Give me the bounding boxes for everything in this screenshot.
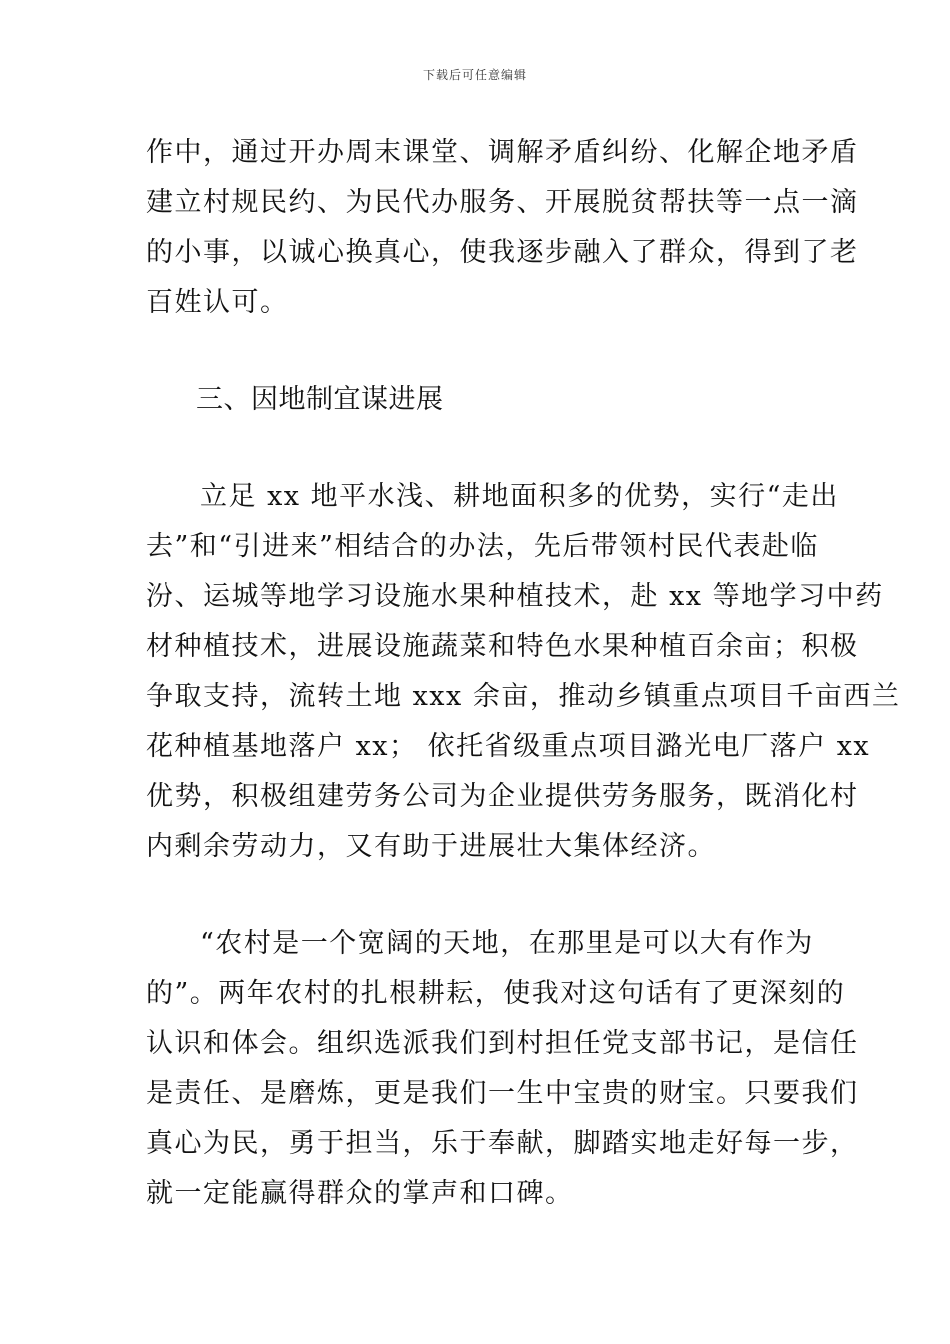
text-line: 立足 xx 地平水浅、耕地面积多的优势，实行“走出	[200, 481, 839, 512]
text-line: 认识和体会。组织选派我们到村担任党支部书记，是信任	[146, 1028, 859, 1059]
text-line: 去”和“引进来”相结合的办法，先后带领村民代表赴临	[146, 531, 819, 562]
text-line: 花种植基地落户 xx； 依托省级重点项目潞光电厂落户 xx	[146, 731, 871, 762]
document-body	[146, 128, 901, 1219]
text-line: 优势，积极组建劳务公司为企业提供劳务服务，既消化村	[146, 781, 859, 812]
paragraph-2	[146, 472, 901, 872]
text-line: 就一定能赢得群众的掌声和口碑。	[146, 1178, 574, 1209]
text-line: 汾、运城等地学习设施水果种植技术，赴 xx 等地学习中药	[146, 581, 884, 612]
text-line: 建立村规民约、为民代办服务、开展脱贫帮扶等一点一滴	[146, 187, 859, 218]
text-line: 争取支持，流转土地 xxx 余亩，推动乡镇重点项目千亩西兰	[146, 681, 901, 712]
text-line: 是责任、是磨炼，更是我们一生中宝贵的财宝。只要我们	[146, 1078, 859, 1109]
text-line: 作中，通过开办周末课堂、调解矛盾纠纷、化解企地矛盾	[146, 137, 859, 168]
text-line: 的”。两年农村的扎根耕耘，使我对这句话有了更深刻的	[146, 978, 846, 1009]
text-line: 真心为民，勇于担当，乐于奉献，脚踏实地走好每一步，	[146, 1128, 859, 1159]
section-heading-3: 三、因地制宜谋进展	[196, 384, 444, 415]
text-line: 百姓认可。	[146, 287, 289, 318]
text-line: “农村是一个宽阔的天地，在那里是可以大有作为	[200, 928, 814, 959]
text-line: 的小事，以诚心换真心，使我逐步融入了群众，得到了老	[146, 237, 859, 268]
text-line: 内剩余劳动力，又有助于进展壮大集体经济。	[146, 831, 716, 862]
paragraph-1	[146, 128, 859, 328]
text-line: 材种植技术，进展设施蔬菜和特色水果种植百余亩；积极	[146, 631, 859, 662]
paragraph-3	[146, 919, 859, 1219]
download-note: 下载后可任意编辑	[422, 68, 527, 82]
